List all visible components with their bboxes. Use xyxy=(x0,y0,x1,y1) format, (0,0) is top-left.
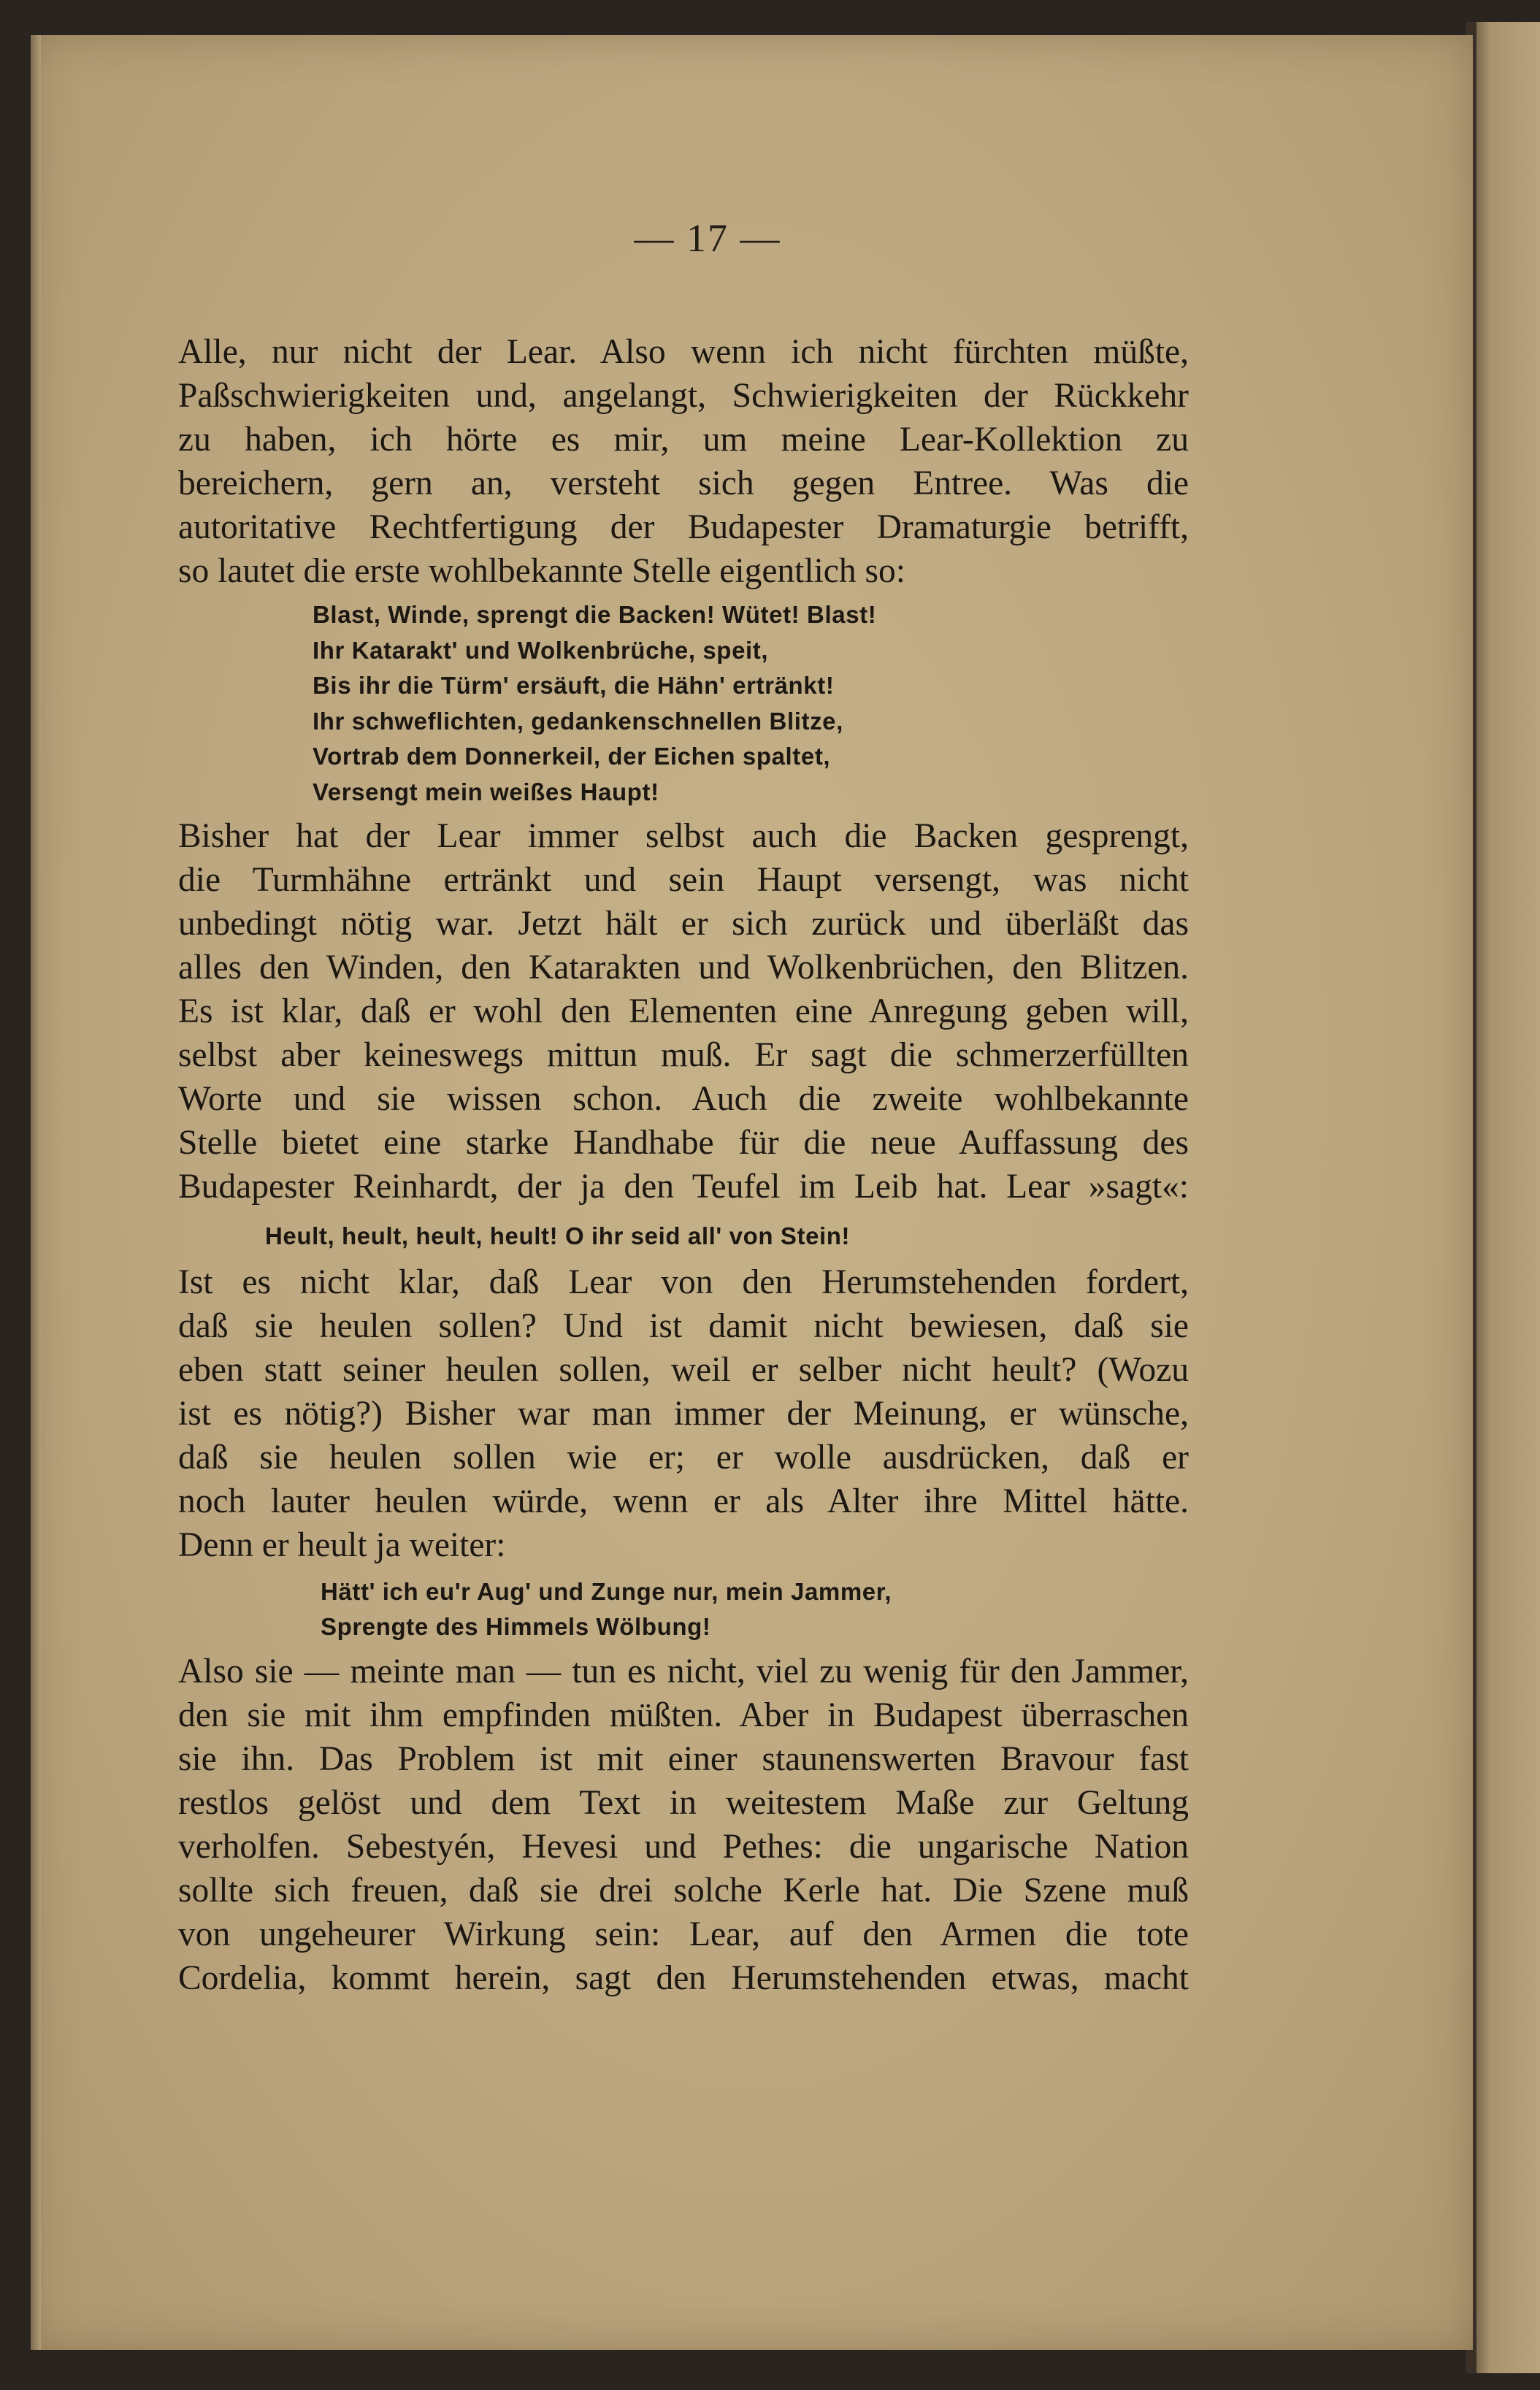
text-line: ist es nötig?) Bisher war man immer der Meinung, er wünsche, xyxy=(178,1394,1189,1433)
verse-line: Blast, Winde, sprengt die Backen! Wütet! Blast! xyxy=(313,601,877,628)
text-line: selbst aber keineswegs mittun muß. Er sagt die schmerzerfüllten xyxy=(178,1036,1189,1074)
verse-line: Hätt' ich eu'r Aug' und Zunge nur, mein Jammer, xyxy=(321,1577,892,1605)
body-text xyxy=(178,330,1189,2000)
verse-line: Sprengte des Himmels Wölbung! xyxy=(321,1613,711,1640)
verse-line: Ihr schweflichten, gedankenschnellen Blitze, xyxy=(313,707,843,735)
text-line: den sie mit ihm empfinden müßten. Aber in Budapest überraschen xyxy=(178,1696,1189,1734)
text-line: Paßschwierigkeiten und, angelangt, Schwierigkeiten der Rückkehr xyxy=(178,377,1189,415)
text-line: eben statt seiner heulen sollen, weil er selber nicht heult? (Wozu xyxy=(178,1350,1189,1389)
text-line: Denn er heult ja weiter: xyxy=(178,1525,506,1564)
text-line: Cordelia, kommt herein, sagt den Herumstehenden etwas, macht xyxy=(178,1958,1189,1997)
text-line: Also sie — meinte man — tun es nicht, viel zu wenig für den Jammer, xyxy=(178,1652,1189,1690)
text-line: daß sie heulen sollen? Und ist damit nicht bewiesen, daß sie xyxy=(178,1306,1189,1345)
text-line: von ungeheurer Wirkung sein: Lear, auf den Armen die tote xyxy=(178,1915,1189,1953)
verse-line: Heult, heult, heult, heult! O ihr seid all' von Stein! xyxy=(265,1222,851,1249)
verse-quote-2 xyxy=(178,1219,1189,1255)
text-line: Bisher hat der Lear immer selbst auch die Backen gesprengt, xyxy=(178,817,1189,855)
paragraph-2 xyxy=(178,814,1189,1209)
page-number: — 17 — xyxy=(634,216,781,260)
facing-page-edge xyxy=(1473,22,1540,2373)
text-line: die Turmhähne ertränkt und sein Haupt versengt, was nicht xyxy=(178,861,1189,899)
verse-quote-1 xyxy=(178,597,1189,810)
text-line: sollte sich freuen, daß sie drei solche Kerle hat. Die Szene muß xyxy=(178,1871,1189,1910)
text-line: sie ihn. Das Problem ist mit einer staunenswerten Bravour fast xyxy=(178,1739,1189,1778)
text-line: Stelle bietet eine starke Handhabe für die neue Auffassung des xyxy=(178,1124,1189,1162)
text-line: Budapester Reinhardt, der ja den Teufel im Leib hat. Lear »sagt«: xyxy=(178,1168,1189,1206)
paragraph-1 xyxy=(178,330,1189,593)
text-line: noch lauter heulen würde, wenn er als Alter ihre Mittel hätte. xyxy=(178,1482,1189,1520)
text-line: so lautet die erste wohlbekannte Stelle eigentlich so: xyxy=(178,552,905,590)
page-left-edge xyxy=(31,35,41,2350)
verse-line: Bis ihr die Türm' ersäuft, die Hähn' ertränkt! xyxy=(313,672,835,699)
verse-line: Ihr Katarakt' und Wolkenbrüche, speit, xyxy=(313,636,769,664)
text-line: daß sie heulen sollen wie er; er wolle ausdrücken, daß er xyxy=(178,1438,1189,1476)
paragraph-4 xyxy=(178,1650,1189,2000)
text-line: autoritative Rechtfertigung der Budapester Dramaturgie betrifft, xyxy=(178,508,1189,546)
text-line: bereichern, gern an, versteht sich gegen Entree. Was die xyxy=(178,464,1189,502)
verse-line: Vortrab dem Donnerkeil, der Eichen spaltet, xyxy=(313,743,831,770)
verse-line: Versengt mein weißes Haupt! xyxy=(313,778,659,805)
text-line: unbedingt nötig war. Jetzt hält er sich zurück und überläßt das xyxy=(178,905,1189,943)
text-line: Ist es nicht klar, daß Lear von den Herumstehenden fordert, xyxy=(178,1263,1189,1301)
text-line: Worte und sie wissen schon. Auch die zweite wohlbekannte xyxy=(178,1080,1189,1118)
text-line: Alle, nur nicht der Lear. Also wenn ich nicht fürchten müßte, xyxy=(178,333,1189,371)
text-line: Es ist klar, daß er wohl den Elementen eine Anregung geben will, xyxy=(178,992,1189,1030)
text-line: alles den Winden, den Katarakten und Wolkenbrüchen, den Blitzen. xyxy=(178,949,1189,987)
text-line: zu haben, ich hörte es mir, um meine Lear-Kollektion zu xyxy=(178,421,1189,459)
paragraph-3 xyxy=(178,1260,1189,1567)
verse-quote-3 xyxy=(178,1574,1189,1645)
text-line: restlos gelöst und dem Text in weitestem Maße zur Geltung xyxy=(178,1783,1189,1822)
text-line: verholfen. Sebestyén, Hevesi und Pethes: die ungarische Nation xyxy=(178,1827,1189,1866)
